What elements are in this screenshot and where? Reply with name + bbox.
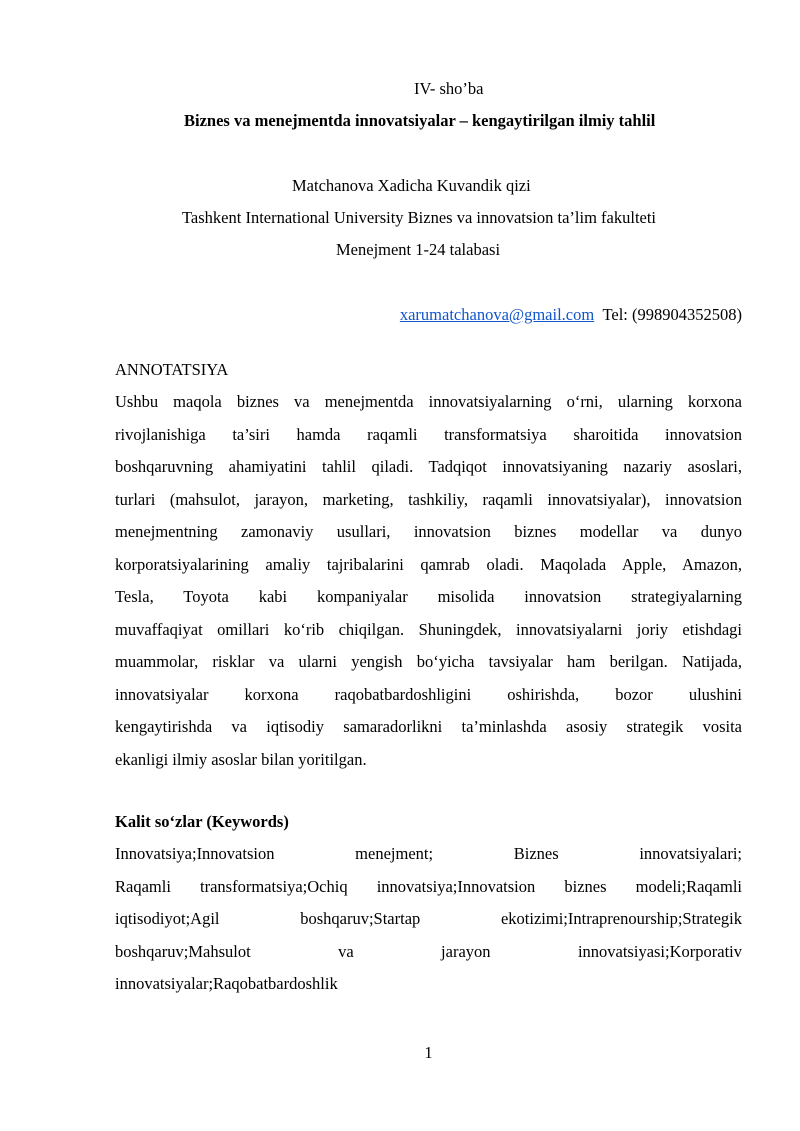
- keywords-line: Innovatsiya;Innovatsion menejment; Biznes innovatsiyalari;: [115, 844, 742, 863]
- author-status: Menejment 1-24 talabasi: [336, 240, 501, 259]
- abstract-line: rivojlanishiga ta’siri hamda raqamli transformatsiya sharoitida innovatsion: [115, 424, 742, 444]
- abstract-line: kengaytirishda va iqtisodiy samaradorlikni ta’minlashda asosiy strategik vosita: [115, 717, 742, 736]
- abstract-line: muvaffaqiyat omillari ko‘rib chiqilgan. Shuningdek, innovatsiyalarni joriy etishdagi: [115, 619, 742, 639]
- email-link[interactable]: xarumatchanova@gmail.com: [399, 305, 595, 324]
- abstract-line: menejmentning zamonaviy usullari, innovatsion biznes modellar va dunyo: [115, 522, 742, 541]
- page-number: 1: [424, 1043, 433, 1062]
- abstract-line: ekanligi ilmiy asoslar bilan yoritilgan.: [115, 749, 367, 769]
- keywords-line: Raqamli transformatsiya;Ochiq innovatsiya;Innovatsion biznes modeli;Raqamli: [115, 876, 742, 896]
- keywords-heading: Kalit so‘zlar (Keywords): [115, 812, 289, 831]
- abstract-line: boshqaruvning ahamiyatini tahlil qiladi. Tadqiqot innovatsiyaning nazariy asoslari,: [115, 457, 742, 476]
- abstract-body: [115, 386, 742, 776]
- abstract-line: innovatsiyalar korxona raqobatbardoshligini oshirishda, bozor ulushini: [115, 684, 742, 704]
- keywords-line: iqtisodiyot;Agil boshqaruv;Startap ekotizimi;Intraprenourship;Strategik: [115, 909, 742, 928]
- keywords-line: innovatsiyalar;Raqobatbardoshlik: [115, 974, 338, 993]
- abstract-line: korporatsiyalarining amaliy tajribalarini qamrab oladi. Maqolada Apple, Amazon,: [115, 554, 742, 574]
- abstract-heading: ANNOTATSIYA: [115, 360, 229, 379]
- contact-line: [400, 299, 742, 332]
- keywords-body: [115, 838, 742, 1001]
- author-affiliation: Tashkent International University Biznes va innovatsion ta’lim fakulteti: [182, 208, 657, 227]
- phone-number: Tel: (998904352508): [602, 305, 742, 324]
- abstract-line: turlari (mahsulot, jarayon, marketing, tashkiliy, raqamli innovatsiyalar), innovatsion: [115, 489, 742, 509]
- abstract-line: Tesla, Toyota kabi kompaniyalar misolida innovatsion strategiyalarning: [115, 587, 742, 606]
- article-title: Biznes va menejmentda innovatsiyalar – kengaytirilgan ilmiy tahlil: [184, 111, 656, 130]
- section-label: IV- sho’ba: [414, 79, 484, 98]
- abstract-line: Ushbu maqola biznes va menejmentda innovatsiyalarning o‘rni, ularning korxona: [115, 392, 742, 411]
- keywords-line: boshqaruv;Mahsulot va jarayon innovatsiyasi;Korporativ: [115, 941, 742, 961]
- author-name: Matchanova Xadicha Kuvandik qizi: [292, 176, 531, 195]
- abstract-line: muammolar, risklar va ularni yengish bo‘yicha tavsiyalar ham berilgan. Natijada,: [115, 652, 742, 671]
